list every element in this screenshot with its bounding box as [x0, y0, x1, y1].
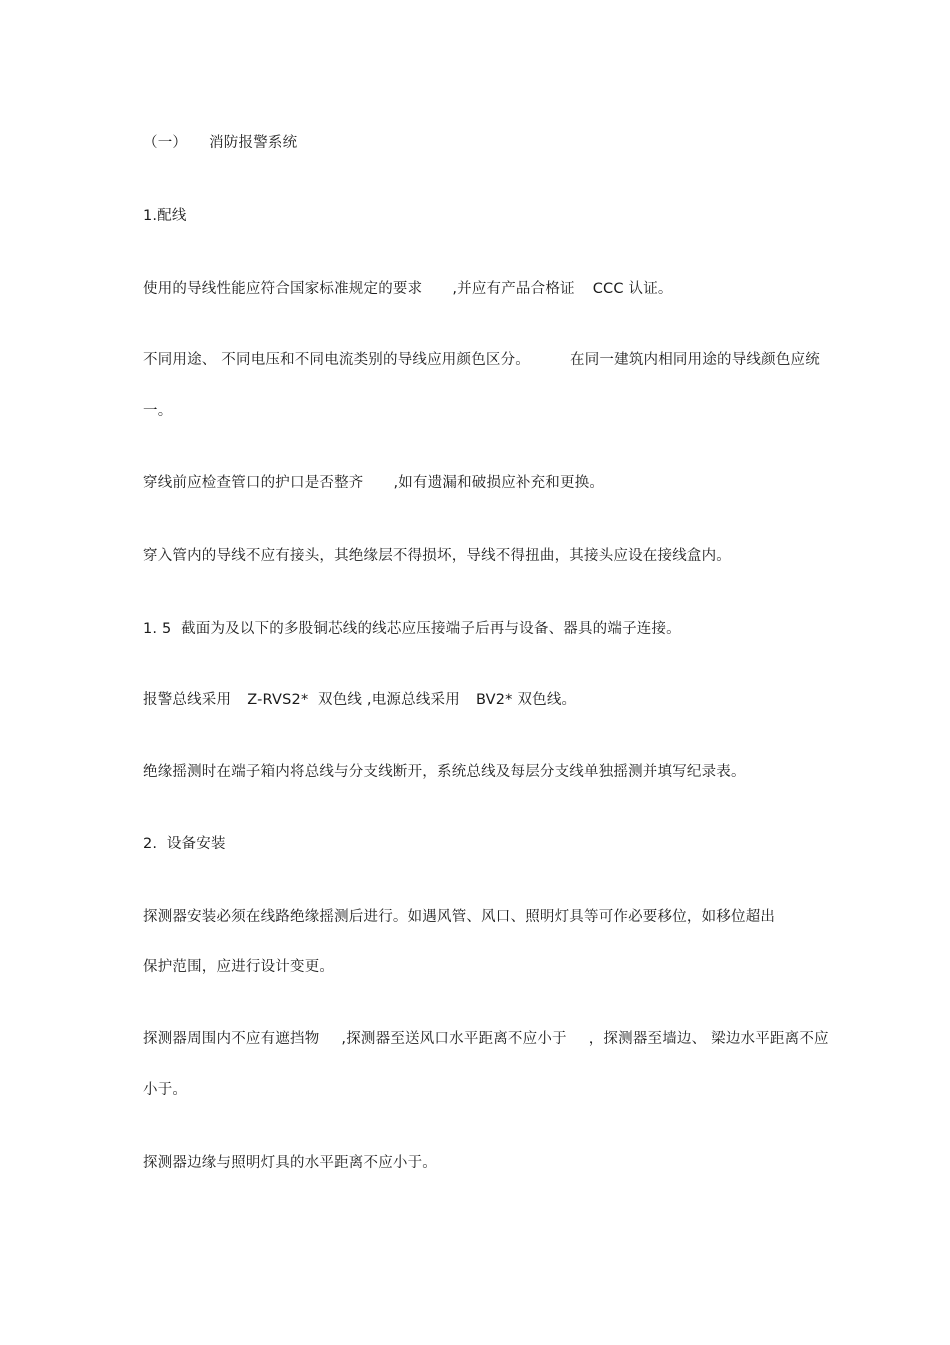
text-segment: CCC 认证。 [592, 281, 673, 297]
text-segment: ,如有遗漏和破损应补充和更换。 [393, 475, 605, 491]
paragraph-conduit-check [143, 473, 604, 493]
text-segment: 报警总线采用 [143, 692, 232, 708]
paragraph-terminal-crimp: 1. 5 截面为及以下的多股铜芯线的线芯应压接端子后再与设备、器具的端子连接。 [143, 621, 681, 637]
paragraph-bus-wires [143, 690, 576, 710]
paragraph-detector-install: 探测器安装必须在线路绝缘摇测后进行。如遇风管、风口、照明灯具等可作必要移位，如移位超出 [143, 909, 776, 925]
paragraph-detector-clearance-cont: 小于。 [143, 1082, 188, 1098]
paragraph-wire-standard [143, 279, 673, 299]
paragraph-detector-clearance [143, 1029, 829, 1049]
text-segment: ,并应有产品合格证 [452, 281, 575, 297]
heading-equipment-install: 2. 设备安装 [143, 836, 226, 852]
paragraph-no-joints: 穿入管内的导线不应有接头，其绝缘层不得损坏，导线不得扭曲，其接头应设在接线盒内。 [143, 548, 731, 564]
section-heading [143, 133, 297, 153]
section-number: （一） [143, 135, 188, 151]
text-segment: 探测器周围内不应有遮挡物 [143, 1031, 320, 1047]
text-segment: 使用的导线性能应符合国家标准规定的要求 [143, 281, 423, 297]
paragraph-color-coding [143, 350, 820, 370]
text-segment: ,探测器至送风口水平距离不应小于 [341, 1031, 567, 1047]
paragraph-insulation-test: 绝缘摇测时在端子箱内将总线与分支线断开，系统总线及每层分支线单独摇测并填写纪录表。 [143, 764, 746, 780]
paragraph-lighting-distance: 探测器边缘与照明灯具的水平距离不应小于。 [143, 1155, 437, 1171]
heading-wiring: 1.配线 [143, 208, 187, 224]
text-segment: Z-RVS2* 双色线 ,电源总线采用 [247, 692, 460, 708]
text-segment: 不同用途、 不同电压和不同电流类别的导线应用颜色区分。 [143, 352, 531, 368]
text-segment: BV2* 双色线。 [475, 692, 577, 708]
text-segment: ，探测器至墙边、 梁边水平距离不应 [588, 1031, 829, 1047]
section-title: 消防报警系统 [209, 135, 298, 151]
text-segment: 穿线前应检查管口的护口是否整齐 [143, 475, 364, 491]
paragraph-detector-install-cont: 保护范围，应进行设计变更。 [143, 959, 335, 975]
text-segment: 在同一建筑内相同用途的导线颜色应统 [570, 352, 820, 368]
paragraph-color-coding-cont: 一。 [143, 403, 173, 419]
